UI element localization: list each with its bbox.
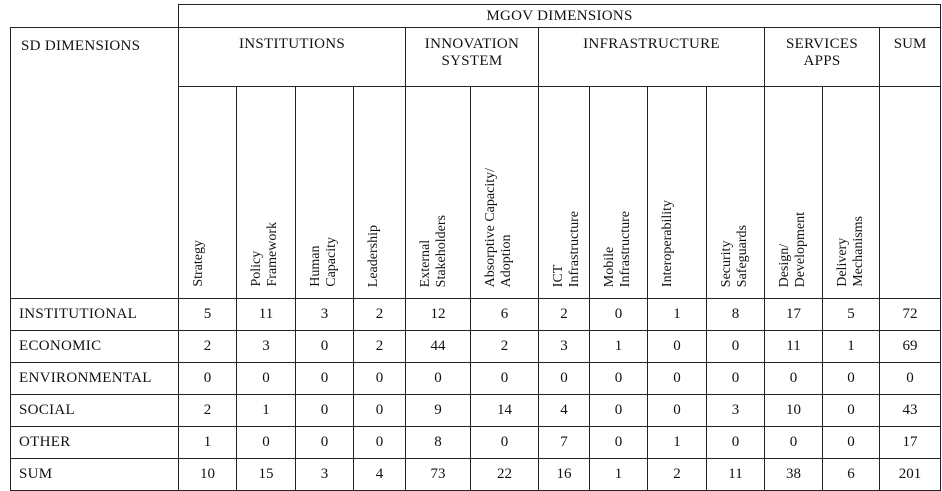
table-cell: 0 bbox=[354, 363, 406, 395]
table-cell: 0 bbox=[237, 427, 296, 459]
column-header-label: Policy Framework bbox=[249, 222, 280, 287]
sum-column-header: SUM bbox=[880, 28, 941, 87]
table-cell: 16 bbox=[539, 459, 590, 491]
row-sum-cell: 201 bbox=[880, 459, 941, 491]
row-sum-cell: 72 bbox=[880, 299, 941, 331]
column-header bbox=[707, 87, 765, 299]
column-header-label: Security Safeguards bbox=[719, 224, 750, 287]
table-cell: 0 bbox=[471, 363, 539, 395]
column-header bbox=[237, 87, 296, 299]
services-apps-group-header: SERVICES APPS bbox=[765, 28, 880, 87]
column-header bbox=[765, 87, 823, 299]
column-header bbox=[590, 87, 648, 299]
table-cell: 38 bbox=[765, 459, 823, 491]
table-cell: 0 bbox=[648, 395, 707, 427]
table-cell: 2 bbox=[471, 331, 539, 363]
column-header-label: ICT Infrastructure bbox=[551, 210, 582, 287]
table-row bbox=[11, 363, 941, 395]
table-cell: 0 bbox=[179, 363, 237, 395]
table-cell: 2 bbox=[354, 331, 406, 363]
table-cell: 4 bbox=[539, 395, 590, 427]
table-cell: 5 bbox=[179, 299, 237, 331]
table-cell: 1 bbox=[179, 427, 237, 459]
table-cell: 0 bbox=[296, 363, 354, 395]
table-cell: 6 bbox=[471, 299, 539, 331]
table-cell: 0 bbox=[354, 427, 406, 459]
table-cell: 0 bbox=[707, 427, 765, 459]
table-cell: 22 bbox=[471, 459, 539, 491]
table-cell: 0 bbox=[539, 363, 590, 395]
row-label: INSTITUTIONAL bbox=[11, 299, 179, 331]
table-cell: 0 bbox=[707, 363, 765, 395]
column-header bbox=[648, 87, 707, 299]
table-cell: 0 bbox=[590, 299, 648, 331]
table-row bbox=[11, 459, 941, 491]
sd-dimensions-header: SD DIMENSIONS bbox=[11, 28, 179, 299]
table-cell: 0 bbox=[648, 363, 707, 395]
table-cell: 0 bbox=[296, 427, 354, 459]
table-cell: 11 bbox=[237, 299, 296, 331]
table-cell: 3 bbox=[237, 331, 296, 363]
table-row bbox=[11, 427, 941, 459]
table-cell: 2 bbox=[648, 459, 707, 491]
table-cell: 6 bbox=[823, 459, 880, 491]
table-cell: 0 bbox=[590, 427, 648, 459]
column-header-label: Leadership bbox=[366, 224, 381, 287]
row-label: SOCIAL bbox=[11, 395, 179, 427]
corner-cell bbox=[11, 5, 179, 28]
table-cell: 0 bbox=[471, 427, 539, 459]
table-cell: 3 bbox=[539, 331, 590, 363]
table-cell: 0 bbox=[823, 363, 880, 395]
table-cell: 8 bbox=[406, 427, 471, 459]
table-container bbox=[10, 4, 940, 490]
table-cell: 0 bbox=[590, 395, 648, 427]
mgov-dimensions-header: MGOV DIMENSIONS bbox=[179, 5, 941, 28]
column-header bbox=[539, 87, 590, 299]
table-cell: 73 bbox=[406, 459, 471, 491]
row-sum-cell: 43 bbox=[880, 395, 941, 427]
column-header-label: Design/ Development bbox=[777, 211, 808, 287]
column-header-label: Strategy bbox=[191, 240, 206, 287]
row-sum-cell: 0 bbox=[880, 363, 941, 395]
table-cell: 4 bbox=[354, 459, 406, 491]
table-cell: 1 bbox=[590, 331, 648, 363]
table-cell: 44 bbox=[406, 331, 471, 363]
column-header bbox=[296, 87, 354, 299]
column-header bbox=[354, 87, 406, 299]
table-cell: 2 bbox=[179, 331, 237, 363]
column-header-label: External Stakeholders bbox=[418, 214, 449, 287]
table-cell: 11 bbox=[707, 459, 765, 491]
column-header bbox=[823, 87, 880, 299]
table-cell: 0 bbox=[237, 363, 296, 395]
institutions-group-header: INSTITUTIONS bbox=[179, 28, 406, 87]
column-header-label: Interoperability bbox=[660, 199, 675, 287]
table-cell: 17 bbox=[765, 299, 823, 331]
column-header-label: Absorptive Capacity/ Adoption bbox=[483, 167, 514, 287]
row-label: SUM bbox=[11, 459, 179, 491]
table-cell: 10 bbox=[179, 459, 237, 491]
row-sum-cell: 69 bbox=[880, 331, 941, 363]
row-sum-cell: 17 bbox=[880, 427, 941, 459]
table-row bbox=[11, 395, 941, 427]
table-row bbox=[11, 299, 941, 331]
table-cell: 15 bbox=[237, 459, 296, 491]
table-cell: 7 bbox=[539, 427, 590, 459]
column-header bbox=[179, 87, 237, 299]
table-cell: 9 bbox=[406, 395, 471, 427]
column-header bbox=[406, 87, 471, 299]
table-cell: 0 bbox=[707, 331, 765, 363]
table-cell: 14 bbox=[471, 395, 539, 427]
table-cell: 3 bbox=[296, 459, 354, 491]
table-cell: 0 bbox=[765, 427, 823, 459]
table-cell: 8 bbox=[707, 299, 765, 331]
infrastructure-group-header: INFRASTRUCTURE bbox=[539, 28, 765, 87]
mgov-sd-matrix-table bbox=[10, 4, 941, 491]
row-label: ECONOMIC bbox=[11, 331, 179, 363]
column-header bbox=[471, 87, 539, 299]
table-cell: 0 bbox=[296, 395, 354, 427]
table-cell: 0 bbox=[765, 363, 823, 395]
column-header-label: Human Capacity bbox=[308, 237, 339, 287]
table-cell: 3 bbox=[707, 395, 765, 427]
table-cell: 5 bbox=[823, 299, 880, 331]
table-cell: 10 bbox=[765, 395, 823, 427]
row-label: OTHER bbox=[11, 427, 179, 459]
table-cell: 0 bbox=[296, 331, 354, 363]
table-cell: 2 bbox=[179, 395, 237, 427]
innovation-system-group-header: INNOVATION SYSTEM bbox=[406, 28, 539, 87]
table-row bbox=[11, 331, 941, 363]
table-cell: 3 bbox=[296, 299, 354, 331]
table-cell: 0 bbox=[823, 395, 880, 427]
table-cell: 12 bbox=[406, 299, 471, 331]
table-cell: 1 bbox=[237, 395, 296, 427]
table-cell: 0 bbox=[406, 363, 471, 395]
table-cell: 1 bbox=[823, 331, 880, 363]
table-cell: 0 bbox=[648, 331, 707, 363]
table-cell: 1 bbox=[648, 427, 707, 459]
table-cell: 1 bbox=[648, 299, 707, 331]
sum-header-blank bbox=[880, 87, 941, 299]
table-cell: 2 bbox=[354, 299, 406, 331]
table-cell: 11 bbox=[765, 331, 823, 363]
column-header-label: Delivery Mechanisms bbox=[835, 216, 866, 287]
table-cell: 0 bbox=[354, 395, 406, 427]
table-cell: 1 bbox=[590, 459, 648, 491]
row-label: ENVIRONMENTAL bbox=[11, 363, 179, 395]
table-cell: 0 bbox=[823, 427, 880, 459]
table-cell: 0 bbox=[590, 363, 648, 395]
column-header-label: Mobile Infrastructure bbox=[602, 210, 633, 287]
table-cell: 2 bbox=[539, 299, 590, 331]
